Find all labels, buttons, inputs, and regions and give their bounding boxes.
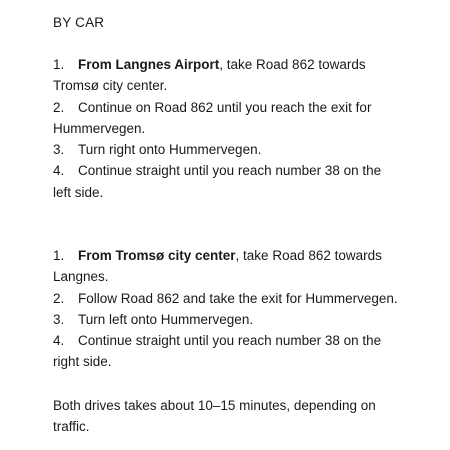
step-text: Continue on Road 862 until you reach the exit for Hummervegen. (53, 99, 372, 136)
step-number: 2. (53, 290, 65, 306)
step-text: Follow Road 862 and take the exit for Hummervegen. (78, 290, 398, 306)
step-text: Continue straight until you reach number 38 on the left side. (53, 163, 382, 200)
travel-time-note: Both drives takes about 10–15 minutes, depending on traffic. (53, 398, 376, 435)
city-route-steps (53, 245, 398, 373)
step-number: 1. (53, 57, 65, 72)
step-number: 3. (53, 311, 65, 327)
airport-route-steps (53, 54, 398, 203)
step-number: 2. (53, 99, 65, 115)
step-item (53, 330, 398, 373)
step-item (53, 139, 398, 160)
step-item (53, 288, 398, 309)
section-heading: BY CAR (53, 15, 105, 30)
step-text: , take Road 862 towards Langnes. (53, 248, 382, 285)
step-item (53, 160, 398, 203)
step-item (53, 54, 398, 97)
step-item (53, 97, 398, 140)
step-origin: From Tromsø city center (78, 248, 236, 263)
step-origin: From Langnes Airport (78, 57, 220, 72)
step-item (53, 245, 398, 288)
step-text: Turn right onto Hummervegen. (78, 142, 262, 158)
step-text: Turn left onto Hummervegen. (78, 311, 254, 327)
step-number: 4. (53, 163, 65, 179)
step-number: 1. (53, 248, 65, 263)
step-text: Continue straight until you reach number 38 on the right side. (53, 333, 382, 370)
step-number: 4. (53, 333, 65, 349)
step-number: 3. (53, 142, 65, 158)
step-item (53, 309, 398, 330)
step-text: , take Road 862 towards Tromsø city center. (53, 57, 366, 94)
